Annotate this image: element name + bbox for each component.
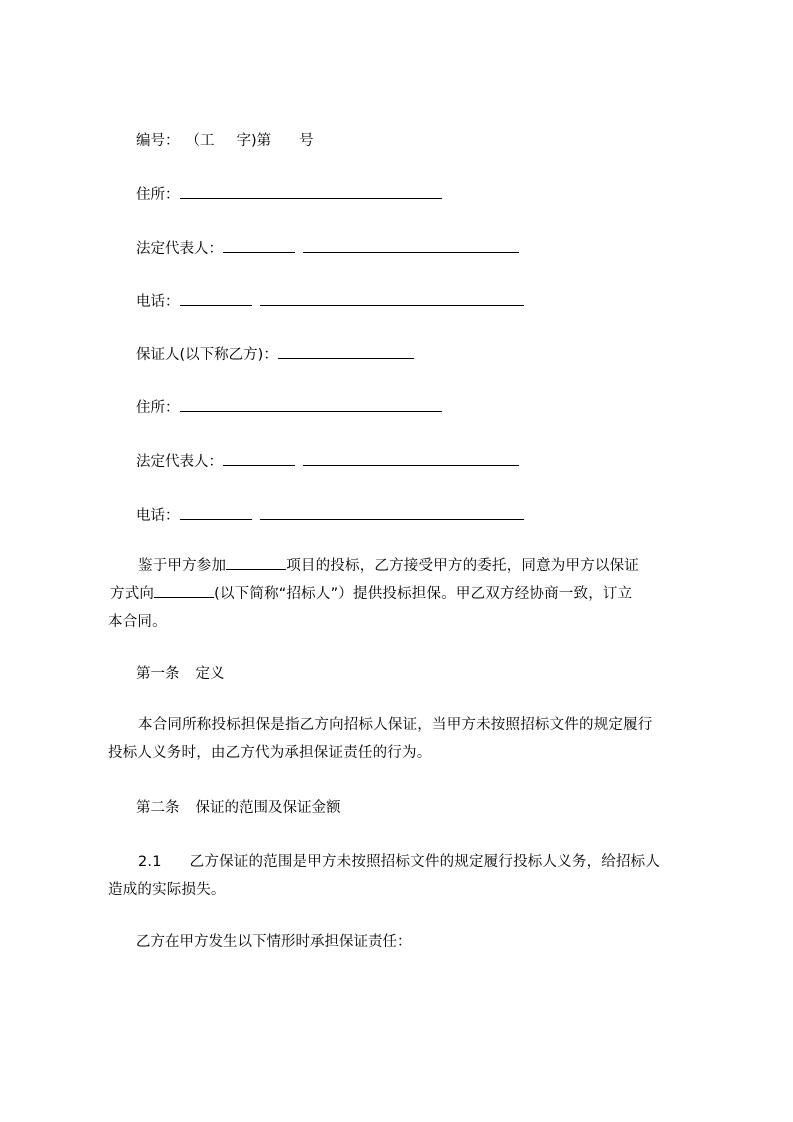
party-b-phone-label: 电话： [136,508,180,524]
party-a-phone-line [136,291,524,312]
preamble-text-2a: 方式向 [110,586,155,602]
party-a-rep-label: 法定代表人： [136,241,223,257]
clause-2-1-number: 2.1 [138,854,162,870]
party-b-phone-line [136,505,524,526]
number-char: 字)第 [236,133,272,149]
party-a-rep-blank[interactable] [223,238,295,253]
project-blank[interactable] [226,555,286,570]
contract-number-line [136,131,314,151]
clause-2-1-line-1 [108,848,708,876]
article-1-body [108,711,708,767]
article-1-body-line-2: 投标人义务时，由乙方代为承担保证责任的行为。 [108,745,432,761]
number-paren-open: （工 [185,133,215,149]
article-2-number: 第二条 [136,800,180,816]
preamble-line-3: 本合同。 [108,614,167,630]
party-a-phone-label: 电话： [136,294,180,310]
party-a-phone-blank[interactable] [180,291,252,306]
party-a-address-blank[interactable] [180,184,442,199]
tenderer-blank[interactable] [154,583,214,598]
article-1-title: 定义 [195,666,225,682]
party-a-rep-blank-2[interactable] [303,238,519,253]
party-a-rep-line [136,238,519,259]
party-b-rep-line [136,451,519,472]
party-b-address-line [136,397,442,418]
party-a-address-line [136,184,442,205]
number-end: 号 [299,133,314,149]
clause-2-1 [108,848,708,904]
preamble-line-2 [108,580,708,608]
guarantor-line [136,344,414,365]
article-2-title: 保证的范围及保证金额 [195,800,341,816]
preamble-text-1a: 鉴于甲方参加 [138,558,227,574]
party-b-address-blank[interactable] [180,397,442,412]
article-1-heading [136,664,225,684]
preamble-text-2b: (以下简称“招标人”）提供投标担保。甲乙双方经协商一致，订立 [214,586,633,602]
preamble-paragraph [108,552,708,636]
preamble-text-1b: 项目的投标，乙方接受甲方的委托，同意为甲方以保证 [286,558,640,574]
party-b-phone-blank[interactable] [180,505,252,520]
party-a-phone-blank-2[interactable] [260,291,524,306]
number-label: 编号： [136,133,180,149]
party-b-rep-label: 法定代表人： [136,454,223,470]
article-2-heading [136,798,341,818]
guarantor-blank[interactable] [278,344,414,359]
party-b-phone-blank-2[interactable] [260,505,524,520]
party-b-rep-blank[interactable] [223,451,295,466]
clause-2-1-text: 乙方保证的范围是甲方未按照招标文件的规定履行投标人义务，给招标人 [189,854,661,870]
party-a-address-label: 住所： [136,187,180,203]
party-b-address-label: 住所： [136,400,180,416]
party-b-rep-blank-2[interactable] [303,451,519,466]
conditions-intro: 乙方在甲方发生以下情形时承担保证责任： [136,934,412,950]
preamble-line-1 [108,552,708,580]
guarantor-label: 保证人(以下称乙方)： [136,347,278,363]
clause-2-1-line-2: 造成的实际损失。 [108,882,226,898]
article-1-body-line-1: 本合同所称投标担保是指乙方向招标人保证，当甲方未按照招标文件的规定履行 [138,717,653,733]
article-1-number: 第一条 [136,666,180,682]
